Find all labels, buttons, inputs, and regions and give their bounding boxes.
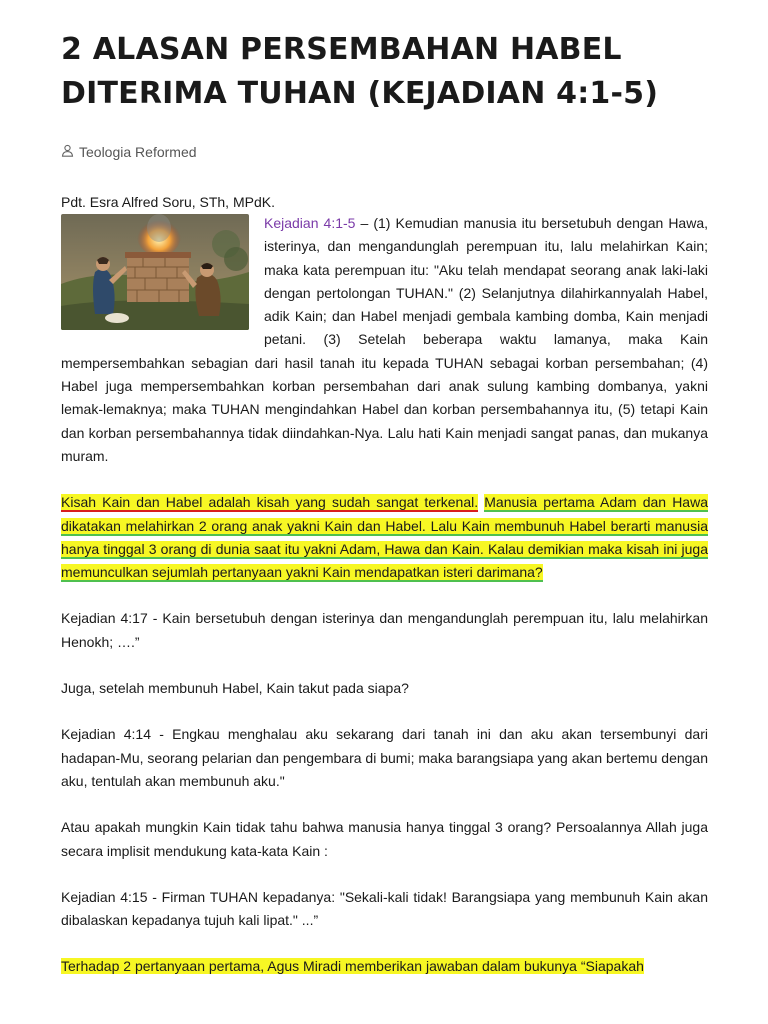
paragraph-kejadian-4-14: Kejadian 4:14 - Engkau menghalau aku sekarang dari tanah ini dan aku akan tersembunyi dari hadapan-Mu, seorang pelarian dan pengembara di bumi; maka barangsiapa yang akan bertemu dengan aku, tentulah akan membunuh aku.": [61, 726, 708, 789]
highlight-green-underline: Manusia pertama Adam dan Hawa dikatakan melahirkan 2 orang anak yakni Kain dan Habel. Lalu Kain membunuh Habel berarti manusia hanya tinggal 3 orang di dunia saat itu yakni Adam, Hawa dan Kain. Kalau demikian maka kisah ini juga memunculkan sejumlah pertanyaan yakni Kain mendapatkan isteri darimana?: [61, 494, 708, 581]
paragraph-kejadian-4-15: Kejadian 4:15 - Firman TUHAN kepadanya: "Sekali-kali tidak! Barangsiapa yang membunuh Kain akan dibalaskan kepadanya tujuh kali lipat." ...”: [61, 888, 708, 929]
paragraph-kejadian-4-17: Kejadian 4:17 - Kain bersetubuh dengan isterinya dan mengandunglah perempuan itu, lalu melahirkan Henokh; ….”: [61, 610, 708, 650]
paragraph-implisit: Atau apakah mungkin Kain tidak tahu bahwa manusia hanya tinggal 3 orang? Persoalannya Allah juga secara implisit mendukung kata-kata Kain :: [61, 819, 708, 859]
article-byline: Pdt. Esra Alfred Soru, STh, MPdK.: [61, 194, 275, 210]
intro-text: – (1) Kemudian manusia itu bersetubuh dengan Hawa, isterinya, dan mengandunglah perempuan itu, lalu melahirkan Kain; maka kata perempuan itu: "Aku telah mendapat seorang anak laki-laki dengan pertolongan TUHAN." (2) Selanjutnya dilahirkannyalah Habel, adik Kain; dan Habel menjadi gembala kambing domba, Kain menjadi petani. (3) Setelah beberapa waktu lamanya, maka Kain mempersembahkan sebagian dari hasil tanah itu kepada TUHAN sebagai korban persembahan; (4) Habel juga mempersembahkan korban persembahan dari anak sulung kambing dombanya, yakni lemak-lemaknya; maka TUHAN mengindahkan Habel dan korban persembahannya itu, (5) tetapi Kain dan korban persembahannya tidak diindahkan-Nya. Lalu hati Kain menjadi sangat panas, dan mukanya muram.: [61, 215, 709, 464]
highlight-yellow: Terhadap 2 pertanyaan pertama, Agus Miradi memberikan jawaban dalam bukunya “Siapakah: [61, 958, 644, 975]
highlight-red-underline: Kisah Kain dan Habel adalah kisah yang sudah sangat terkenal.: [61, 494, 479, 511]
intro-paragraph: [61, 212, 708, 468]
article-title: 2 ALASAN PERSEMBAHAN HABEL DITERIMA TUHAN (KEJADIAN 4:1-5): [61, 32, 659, 111]
author-row[interactable]: [61, 142, 708, 162]
highlighted-paragraph: [61, 491, 708, 584]
bible-reference-link[interactable]: Kejadian 4:1-5: [264, 215, 356, 231]
user-icon: [61, 144, 79, 160]
highlighted-paragraph-2: [61, 955, 708, 978]
cain-abel-offering-image: [61, 214, 249, 330]
paragraph-question: Juga, setelah membunuh Habel, Kain takut pada siapa?: [61, 680, 409, 697]
author-name[interactable]: Teologia Reformed: [79, 144, 197, 160]
article-body: [61, 212, 708, 979]
